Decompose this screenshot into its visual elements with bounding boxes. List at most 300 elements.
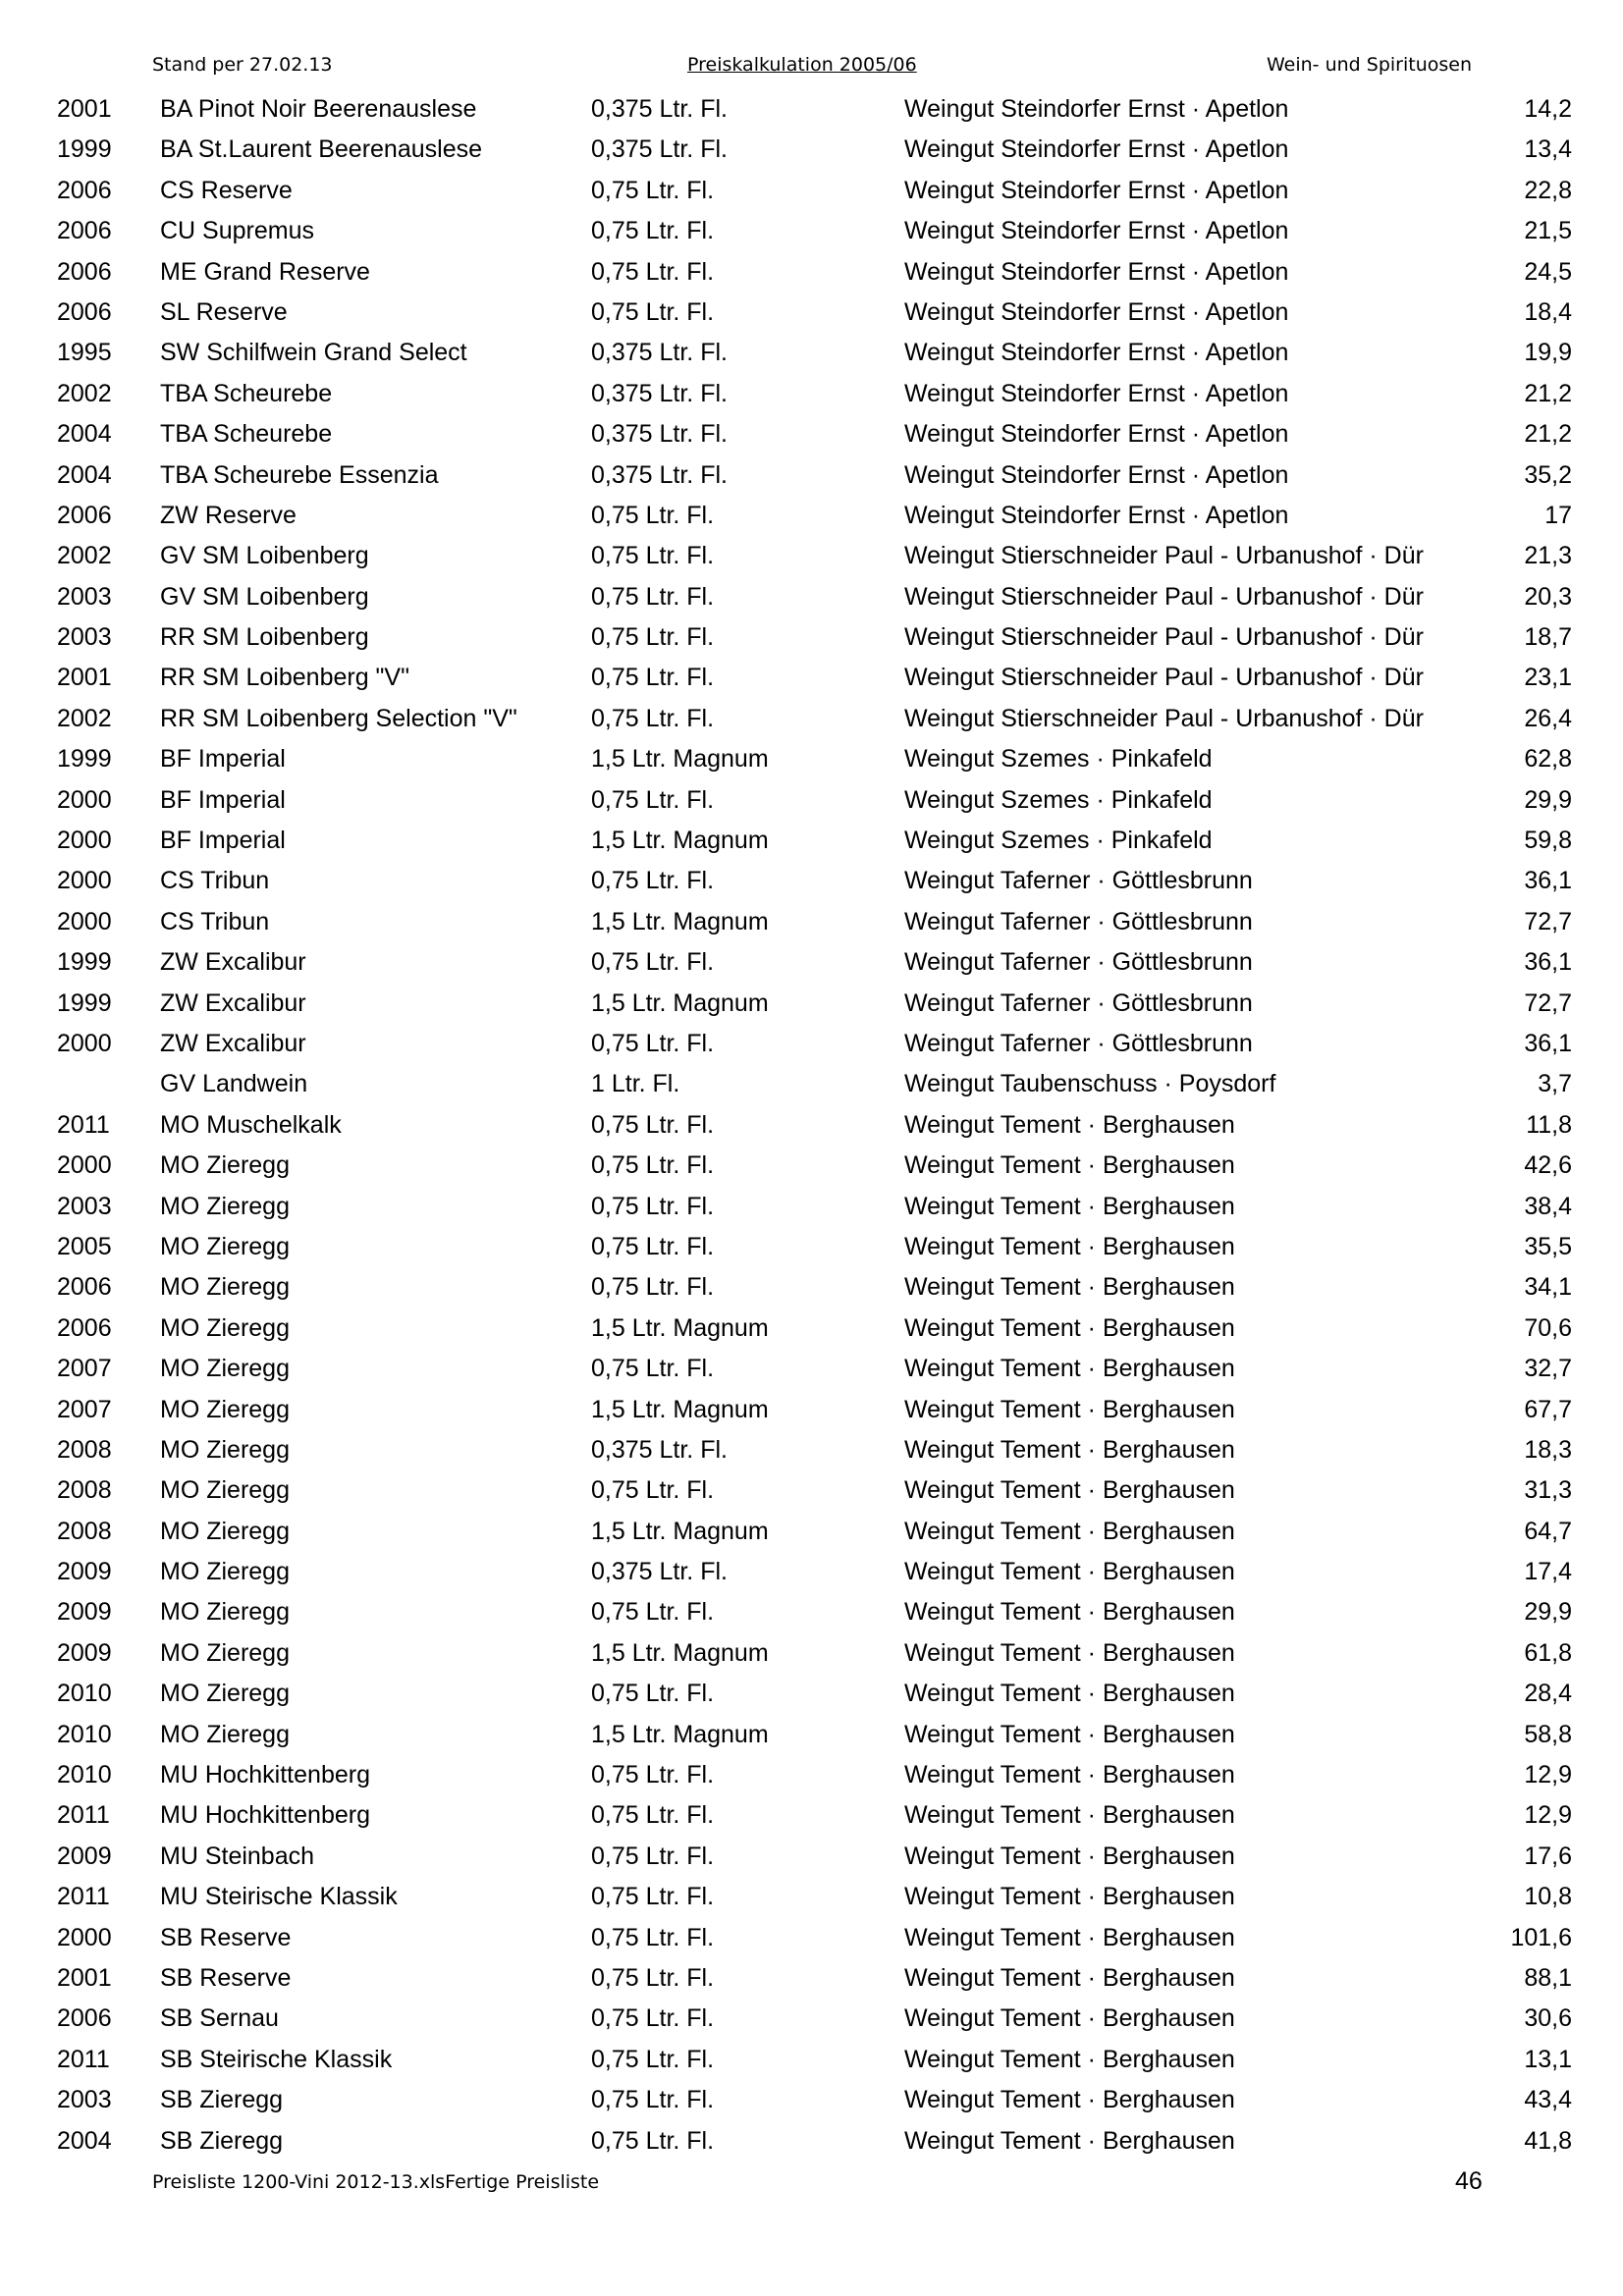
price-value: 41,8 [1524, 2126, 1572, 2155]
vintage-year: 2008 [57, 1435, 112, 1464]
header-category: Wein- und Spirituosen [1267, 54, 1472, 76]
bottle-size: 0,75 Ltr. Fl. [591, 1963, 715, 1992]
wine-name: BF Imperial [160, 785, 286, 814]
wine-name: BA St.Laurent Beerenauslese [160, 135, 483, 164]
table-row [0, 984, 1623, 1024]
bottle-size: 0,75 Ltr. Fl. [591, 1842, 715, 1870]
table-row [0, 1470, 1623, 1511]
producer-name: Weingut Steindorfer Ernst · Apetlon [904, 176, 1289, 204]
price-value: 43,4 [1524, 2086, 1572, 2114]
producer-name: Weingut Steindorfer Ernst · Apetlon [904, 257, 1289, 286]
table-row [0, 1958, 1623, 1999]
producer-name: Weingut Tement · Berghausen [904, 1963, 1235, 1992]
producer-name: Weingut Tement · Berghausen [904, 1151, 1235, 1180]
header-title: Preiskalkulation 2005/06 [687, 54, 917, 76]
price-value: 35,5 [1524, 1232, 1572, 1260]
bottle-size: 0,75 Ltr. Fl. [591, 257, 715, 286]
table-row [0, 1064, 1623, 1104]
producer-name: Weingut Tement · Berghausen [904, 1355, 1235, 1383]
table-row [0, 1552, 1623, 1592]
wine-name: ZW Excalibur [160, 988, 306, 1017]
table-row [0, 861, 1623, 901]
bottle-size: 0,375 Ltr. Fl. [591, 339, 728, 367]
price-value: 32,7 [1524, 1355, 1572, 1383]
table-row [0, 1918, 1623, 1958]
vintage-year: 2003 [57, 1192, 112, 1220]
wine-name: MO Zieregg [160, 1313, 290, 1342]
table-row [0, 1267, 1623, 1308]
table-row [0, 739, 1623, 779]
table-row [0, 89, 1623, 130]
producer-name: Weingut Tement · Berghausen [904, 1638, 1235, 1667]
bottle-size: 1,5 Ltr. Magnum [591, 1395, 769, 1423]
price-value: 72,7 [1524, 988, 1572, 1017]
table-row [0, 293, 1623, 333]
price-value: 61,8 [1524, 1638, 1572, 1667]
wine-name: MO Zieregg [160, 1273, 290, 1302]
price-value: 72,7 [1524, 907, 1572, 935]
vintage-year: 2002 [57, 542, 112, 570]
price-list-table [0, 89, 1623, 2162]
page-number: 46 [1455, 2167, 1483, 2195]
wine-name: TBA Scheurebe [160, 420, 333, 449]
price-value: 14,2 [1524, 95, 1572, 123]
bottle-size: 1,5 Ltr. Magnum [591, 1720, 769, 1748]
wine-name: GV SM Loibenberg [160, 542, 369, 570]
price-value: 28,4 [1524, 1680, 1572, 1708]
producer-name: Weingut Steindorfer Ernst · Apetlon [904, 420, 1289, 449]
vintage-year: 2000 [57, 1029, 112, 1057]
wine-name: SB Zieregg [160, 2126, 284, 2155]
bottle-size: 0,375 Ltr. Fl. [591, 135, 728, 164]
bottle-size: 0,75 Ltr. Fl. [591, 1029, 715, 1057]
bottle-size: 1,5 Ltr. Magnum [591, 827, 769, 855]
table-row [0, 1755, 1623, 1795]
price-value: 13,4 [1524, 135, 1572, 164]
wine-name: MU Hochkittenberg [160, 1761, 370, 1789]
bottle-size: 0,75 Ltr. Fl. [591, 1192, 715, 1220]
producer-name: Weingut Tement · Berghausen [904, 1558, 1235, 1586]
table-row [0, 902, 1623, 942]
bottle-size: 0,75 Ltr. Fl. [591, 704, 715, 732]
page-footer [0, 2167, 1623, 2207]
price-value: 22,8 [1524, 176, 1572, 204]
table-row [0, 1349, 1623, 1389]
wine-name: MO Zieregg [160, 1517, 290, 1545]
table-row [0, 699, 1623, 739]
bottle-size: 0,75 Ltr. Fl. [591, 297, 715, 326]
bottle-size: 1 Ltr. Fl. [591, 1070, 680, 1098]
price-value: 18,7 [1524, 623, 1572, 652]
bottle-size: 0,75 Ltr. Fl. [591, 1801, 715, 1830]
vintage-year: 2000 [57, 1151, 112, 1180]
vintage-year: 2001 [57, 664, 112, 692]
producer-name: Weingut Steindorfer Ernst · Apetlon [904, 95, 1289, 123]
bottle-size: 0,375 Ltr. Fl. [591, 1558, 728, 1586]
vintage-year: 2006 [57, 2004, 112, 2033]
vintage-year: 2007 [57, 1355, 112, 1383]
wine-name: ZW Reserve [160, 501, 297, 529]
price-value: 42,6 [1524, 1151, 1572, 1180]
price-value: 34,1 [1524, 1273, 1572, 1302]
wine-name: TBA Scheurebe Essenzia [160, 460, 439, 489]
table-row [0, 1146, 1623, 1186]
producer-name: Weingut Tement · Berghausen [904, 2126, 1235, 2155]
wine-name: MO Zieregg [160, 1558, 290, 1586]
producer-name: Weingut Tement · Berghausen [904, 1883, 1235, 1911]
vintage-year: 2008 [57, 1476, 112, 1505]
table-row [0, 333, 1623, 373]
producer-name: Weingut Stierschneider Paul - Urbanushof · Dür [904, 623, 1424, 652]
price-value: 29,9 [1524, 785, 1572, 814]
table-row [0, 942, 1623, 983]
bottle-size: 0,75 Ltr. Fl. [591, 1476, 715, 1505]
bottle-size: 1,5 Ltr. Magnum [591, 745, 769, 774]
table-row [0, 1633, 1623, 1674]
producer-name: Weingut Taferner · Göttlesbrunn [904, 867, 1253, 895]
wine-name: ZW Excalibur [160, 948, 306, 977]
producer-name: Weingut Tement · Berghausen [904, 1313, 1235, 1342]
price-value: 12,9 [1524, 1801, 1572, 1830]
vintage-year: 1999 [57, 948, 112, 977]
producer-name: Weingut Tement · Berghausen [904, 1435, 1235, 1464]
price-value: 58,8 [1524, 1720, 1572, 1748]
vintage-year: 2006 [57, 1313, 112, 1342]
footer-file-name: Preisliste 1200-Vini 2012-13.xlsFertige Preisliste [152, 2171, 600, 2193]
price-value: 36,1 [1524, 948, 1572, 977]
bottle-size: 0,75 Ltr. Fl. [591, 623, 715, 652]
table-row [0, 1227, 1623, 1267]
producer-name: Weingut Steindorfer Ernst · Apetlon [904, 501, 1289, 529]
table-row [0, 1024, 1623, 1064]
producer-name: Weingut Szemes · Pinkafeld [904, 827, 1213, 855]
price-value: 64,7 [1524, 1517, 1572, 1545]
price-value: 17,4 [1524, 1558, 1572, 1586]
wine-name: ME Grand Reserve [160, 257, 370, 286]
table-row [0, 2121, 1623, 2162]
wine-name: SL Reserve [160, 297, 288, 326]
producer-name: Weingut Stierschneider Paul - Urbanushof · Dür [904, 582, 1424, 611]
price-value: 26,4 [1524, 704, 1572, 732]
table-row [0, 1877, 1623, 1917]
bottle-size: 0,75 Ltr. Fl. [591, 1883, 715, 1911]
bottle-size: 0,75 Ltr. Fl. [591, 1273, 715, 1302]
bottle-size: 0,75 Ltr. Fl. [591, 2126, 715, 2155]
price-value: 101,6 [1510, 1923, 1572, 1951]
table-row [0, 374, 1623, 414]
wine-name: SB Reserve [160, 1923, 292, 1951]
price-value: 11,8 [1526, 1110, 1572, 1139]
producer-name: Weingut Steindorfer Ernst · Apetlon [904, 297, 1289, 326]
wine-name: TBA Scheurebe [160, 379, 333, 407]
vintage-year: 2004 [57, 460, 112, 489]
producer-name: Weingut Tement · Berghausen [904, 1923, 1235, 1951]
vintage-year: 2011 [57, 1883, 110, 1911]
price-value: 20,3 [1524, 582, 1572, 611]
price-value: 29,9 [1524, 1598, 1572, 1627]
price-value: 23,1 [1524, 664, 1572, 692]
bottle-size: 0,375 Ltr. Fl. [591, 420, 728, 449]
vintage-year: 2000 [57, 827, 112, 855]
bottle-size: 0,75 Ltr. Fl. [591, 1151, 715, 1180]
producer-name: Weingut Taubenschuss · Poysdorf [904, 1070, 1276, 1098]
wine-name: MO Zieregg [160, 1720, 290, 1748]
bottle-size: 0,75 Ltr. Fl. [591, 948, 715, 977]
table-row [0, 171, 1623, 211]
bottle-size: 0,375 Ltr. Fl. [591, 379, 728, 407]
wine-name: MO Zieregg [160, 1476, 290, 1505]
table-row [0, 414, 1623, 454]
bottle-size: 0,75 Ltr. Fl. [591, 176, 715, 204]
bottle-size: 0,75 Ltr. Fl. [591, 1355, 715, 1383]
wine-name: MO Zieregg [160, 1638, 290, 1667]
price-value: 17 [1544, 501, 1572, 529]
wine-name: SW Schilfwein Grand Select [160, 339, 467, 367]
wine-name: MO Zieregg [160, 1598, 290, 1627]
producer-name: Weingut Tement · Berghausen [904, 1192, 1235, 1220]
vintage-year: 2006 [57, 257, 112, 286]
table-row [0, 1390, 1623, 1430]
vintage-year: 2006 [57, 1273, 112, 1302]
producer-name: Weingut Steindorfer Ernst · Apetlon [904, 379, 1289, 407]
bottle-size: 0,75 Ltr. Fl. [591, 1110, 715, 1139]
vintage-year: 2011 [57, 2045, 110, 2073]
vintage-year: 2006 [57, 501, 112, 529]
producer-name: Weingut Tement · Berghausen [904, 2045, 1235, 2073]
price-value: 70,6 [1524, 1313, 1572, 1342]
table-row [0, 211, 1623, 251]
wine-name: GV Landwein [160, 1070, 308, 1098]
bottle-size: 1,5 Ltr. Magnum [591, 1638, 769, 1667]
vintage-year: 1999 [57, 135, 112, 164]
table-row [0, 1308, 1623, 1349]
producer-name: Weingut Taferner · Göttlesbrunn [904, 988, 1253, 1017]
producer-name: Weingut Tement · Berghausen [904, 1801, 1235, 1830]
price-value: 13,1 [1524, 2045, 1572, 2073]
bottle-size: 0,75 Ltr. Fl. [591, 2004, 715, 2033]
wine-name: SB Zieregg [160, 2086, 284, 2114]
wine-name: ZW Excalibur [160, 1029, 306, 1057]
bottle-size: 0,75 Ltr. Fl. [591, 582, 715, 611]
vintage-year: 2009 [57, 1842, 112, 1870]
header-date: Stand per 27.02.13 [152, 54, 333, 76]
wine-name: MO Zieregg [160, 1435, 290, 1464]
price-value: 36,1 [1524, 1029, 1572, 1057]
price-value: 10,8 [1524, 1883, 1572, 1911]
bottle-size: 0,75 Ltr. Fl. [591, 2086, 715, 2114]
wine-name: MO Zieregg [160, 1232, 290, 1260]
wine-name: MU Steirische Klassik [160, 1883, 398, 1911]
vintage-year: 2004 [57, 2126, 112, 2155]
bottle-size: 0,75 Ltr. Fl. [591, 664, 715, 692]
producer-name: Weingut Tement · Berghausen [904, 1842, 1235, 1870]
vintage-year: 2003 [57, 582, 112, 611]
producer-name: Weingut Taferner · Göttlesbrunn [904, 1029, 1253, 1057]
bottle-size: 0,75 Ltr. Fl. [591, 785, 715, 814]
vintage-year: 2010 [57, 1761, 112, 1789]
wine-name: CS Tribun [160, 907, 270, 935]
vintage-year: 2005 [57, 1232, 112, 1260]
wine-name: MO Zieregg [160, 1395, 290, 1423]
wine-name: MO Zieregg [160, 1192, 290, 1220]
bottle-size: 0,75 Ltr. Fl. [591, 542, 715, 570]
wine-name: BF Imperial [160, 827, 286, 855]
price-value: 21,2 [1524, 379, 1572, 407]
bottle-size: 0,75 Ltr. Fl. [591, 867, 715, 895]
vintage-year: 2006 [57, 176, 112, 204]
vintage-year: 2011 [57, 1110, 110, 1139]
producer-name: Weingut Tement · Berghausen [904, 1232, 1235, 1260]
producer-name: Weingut Tement · Berghausen [904, 1761, 1235, 1789]
table-row [0, 1592, 1623, 1632]
vintage-year: 2000 [57, 867, 112, 895]
price-value: 59,8 [1524, 827, 1572, 855]
vintage-year: 2010 [57, 1680, 112, 1708]
vintage-year: 2000 [57, 785, 112, 814]
producer-name: Weingut Steindorfer Ernst · Apetlon [904, 217, 1289, 245]
vintage-year: 2009 [57, 1558, 112, 1586]
wine-name: RR SM Loibenberg Selection "V" [160, 704, 517, 732]
wine-name: SB Reserve [160, 1963, 292, 1992]
bottle-size: 0,75 Ltr. Fl. [591, 2045, 715, 2073]
producer-name: Weingut Stierschneider Paul - Urbanushof · Dür [904, 664, 1424, 692]
price-value: 36,1 [1524, 867, 1572, 895]
price-value: 62,8 [1524, 745, 1572, 774]
vintage-year: 1999 [57, 745, 112, 774]
table-row [0, 496, 1623, 536]
vintage-year: 2001 [57, 95, 112, 123]
vintage-year: 2004 [57, 420, 112, 449]
table-row [0, 1430, 1623, 1470]
producer-name: Weingut Tement · Berghausen [904, 1476, 1235, 1505]
vintage-year: 2003 [57, 2086, 112, 2114]
table-row [0, 1715, 1623, 1755]
table-row [0, 252, 1623, 293]
wine-name: SB Sernau [160, 2004, 279, 2033]
table-row [0, 1512, 1623, 1552]
bottle-size: 0,75 Ltr. Fl. [591, 1598, 715, 1627]
price-value: 38,4 [1524, 1192, 1572, 1220]
producer-name: Weingut Tement · Berghausen [904, 1395, 1235, 1423]
vintage-year: 2000 [57, 1923, 112, 1951]
price-value: 35,2 [1524, 460, 1572, 489]
bottle-size: 0,75 Ltr. Fl. [591, 217, 715, 245]
bottle-size: 0,375 Ltr. Fl. [591, 95, 728, 123]
table-row [0, 1187, 1623, 1227]
producer-name: Weingut Tement · Berghausen [904, 1720, 1235, 1748]
price-value: 17,6 [1524, 1842, 1572, 1870]
wine-name: CS Tribun [160, 867, 270, 895]
table-row [0, 617, 1623, 658]
wine-name: CS Reserve [160, 176, 293, 204]
table-row [0, 821, 1623, 861]
table-row [0, 536, 1623, 576]
vintage-year: 2011 [57, 1801, 110, 1830]
bottle-size: 1,5 Ltr. Magnum [591, 1517, 769, 1545]
table-row [0, 1795, 1623, 1836]
vintage-year: 1995 [57, 339, 112, 367]
wine-name: GV SM Loibenberg [160, 582, 369, 611]
bottle-size: 0,75 Ltr. Fl. [591, 1232, 715, 1260]
wine-name: MO Zieregg [160, 1680, 290, 1708]
price-value: 88,1 [1524, 1963, 1572, 1992]
producer-name: Weingut Szemes · Pinkafeld [904, 745, 1213, 774]
vintage-year: 2002 [57, 379, 112, 407]
producer-name: Weingut Tement · Berghausen [904, 2004, 1235, 2033]
producer-name: Weingut Steindorfer Ernst · Apetlon [904, 135, 1289, 164]
vintage-year: 2006 [57, 297, 112, 326]
price-value: 30,6 [1524, 2004, 1572, 2033]
page-header [0, 54, 1623, 83]
wine-name: RR SM Loibenberg [160, 623, 369, 652]
price-value: 19,9 [1524, 339, 1572, 367]
price-value: 18,4 [1524, 297, 1572, 326]
bottle-size: 1,5 Ltr. Magnum [591, 907, 769, 935]
bottle-size: 0,375 Ltr. Fl. [591, 460, 728, 489]
vintage-year: 2008 [57, 1517, 112, 1545]
price-value: 31,3 [1524, 1476, 1572, 1505]
bottle-size: 0,75 Ltr. Fl. [591, 1761, 715, 1789]
producer-name: Weingut Stierschneider Paul - Urbanushof · Dür [904, 704, 1424, 732]
vintage-year: 1999 [57, 988, 112, 1017]
vintage-year: 2001 [57, 1963, 112, 1992]
bottle-size: 0,75 Ltr. Fl. [591, 1680, 715, 1708]
table-row [0, 1105, 1623, 1146]
table-row [0, 455, 1623, 496]
table-row [0, 1674, 1623, 1714]
producer-name: Weingut Stierschneider Paul - Urbanushof · Dür [904, 542, 1424, 570]
table-row [0, 577, 1623, 617]
price-value: 18,3 [1524, 1435, 1572, 1464]
producer-name: Weingut Tement · Berghausen [904, 1110, 1235, 1139]
bottle-size: 0,75 Ltr. Fl. [591, 1923, 715, 1951]
table-row [0, 1837, 1623, 1877]
wine-name: BA Pinot Noir Beerenauslese [160, 95, 477, 123]
vintage-year: 2006 [57, 217, 112, 245]
vintage-year: 2010 [57, 1720, 112, 1748]
producer-name: Weingut Tement · Berghausen [904, 1680, 1235, 1708]
price-value: 12,9 [1524, 1761, 1572, 1789]
vintage-year: 2009 [57, 1638, 112, 1667]
wine-name: RR SM Loibenberg "V" [160, 664, 409, 692]
vintage-year: 2009 [57, 1598, 112, 1627]
bottle-size: 0,375 Ltr. Fl. [591, 1435, 728, 1464]
producer-name: Weingut Tement · Berghausen [904, 1273, 1235, 1302]
vintage-year: 2002 [57, 704, 112, 732]
wine-name: MO Zieregg [160, 1151, 290, 1180]
wine-name: MU Steinbach [160, 1842, 315, 1870]
price-value: 3,7 [1538, 1070, 1572, 1098]
vintage-year: 2000 [57, 907, 112, 935]
bottle-size: 1,5 Ltr. Magnum [591, 988, 769, 1017]
producer-name: Weingut Tement · Berghausen [904, 1517, 1235, 1545]
table-row [0, 2080, 1623, 2120]
table-row [0, 780, 1623, 821]
wine-name: MU Hochkittenberg [160, 1801, 370, 1830]
bottle-size: 1,5 Ltr. Magnum [591, 1313, 769, 1342]
vintage-year: 2003 [57, 623, 112, 652]
table-row [0, 1999, 1623, 2039]
price-value: 24,5 [1524, 257, 1572, 286]
producer-name: Weingut Tement · Berghausen [904, 2086, 1235, 2114]
producer-name: Weingut Taferner · Göttlesbrunn [904, 948, 1253, 977]
table-row [0, 130, 1623, 170]
producer-name: Weingut Steindorfer Ernst · Apetlon [904, 339, 1289, 367]
price-value: 21,5 [1524, 217, 1572, 245]
wine-name: CU Supremus [160, 217, 314, 245]
table-row [0, 2040, 1623, 2080]
wine-name: BF Imperial [160, 745, 286, 774]
